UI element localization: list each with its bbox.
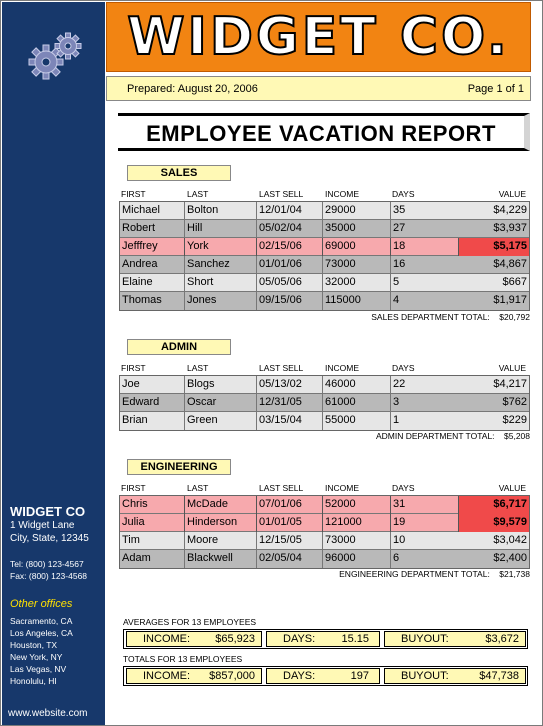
totals-label: TOTALS FOR 13 EMPLOYEES [123, 654, 243, 664]
cell-first: Julia [122, 516, 145, 528]
cell-value: $4,867 [493, 258, 527, 270]
col-first: FIRST [121, 189, 146, 199]
avg-buyout-value: $3,672 [485, 633, 519, 645]
col-value: VALUE [498, 483, 526, 493]
offices-list [10, 615, 105, 687]
cell-value: $229 [502, 414, 527, 426]
cell-first: Robert [122, 222, 156, 234]
tot-income-value: $857,000 [209, 670, 255, 682]
cell-first: Michael [122, 204, 160, 216]
col-value: VALUE [498, 363, 526, 373]
cell-days: 10 [390, 532, 405, 550]
cell-last: Blackwell [184, 550, 233, 568]
company-title: WIDGET CO. [127, 7, 510, 67]
cell-last: Oscar [184, 394, 216, 412]
cell-last-sell: 12/31/05 [256, 394, 302, 412]
cell-income: 115000 [322, 292, 361, 310]
cell-income: 32000 [322, 274, 356, 292]
gears-icon [24, 30, 84, 85]
dept-total-label: ADMIN DEPARTMENT TOTAL: [375, 431, 495, 441]
prepared-date: Prepared: August 20, 2006 [127, 83, 258, 95]
website-link[interactable]: www.website.com [8, 708, 88, 719]
avg-buyout-box [384, 631, 526, 647]
table-row-highlighted[interactable] [120, 238, 529, 256]
tot-income-box [126, 668, 262, 684]
dept-label: SALES [127, 165, 231, 181]
cell-last: McDade [184, 496, 228, 514]
cell-income: 61000 [322, 394, 356, 412]
office-item: Honolulu, HI [10, 676, 57, 686]
cell-income: 96000 [322, 550, 356, 568]
cell-last-sell: 02/15/06 [256, 238, 302, 256]
cell-first: Tim [122, 534, 140, 546]
cell-last: Jones [184, 292, 216, 310]
cell-days: 4 [390, 292, 399, 310]
cell-last: York [184, 238, 209, 256]
tot-buyout-box [384, 668, 526, 684]
totals-bar [123, 666, 528, 686]
cell-days: 18 [390, 238, 405, 256]
table-row[interactable] [120, 394, 529, 412]
col-last: LAST [187, 483, 209, 493]
avg-buyout-label: BUYOUT: [401, 633, 449, 645]
col-income: INCOME [325, 363, 359, 373]
dept-total-value: $21,738 [499, 569, 530, 579]
avg-days-box [266, 631, 380, 647]
page-number: Page 1 of 1 [467, 83, 524, 95]
table-row[interactable] [120, 550, 529, 568]
company-address [10, 504, 105, 545]
col-first: FIRST [121, 363, 146, 373]
cell-first: Joe [122, 378, 140, 390]
dept-total-value: $5,208 [504, 431, 530, 441]
cell-last: Moore [184, 532, 218, 550]
cell-last: Hinderson [184, 514, 237, 532]
report-title: EMPLOYEE VACATION REPORT [146, 121, 496, 146]
cell-last: Short [184, 274, 213, 292]
avg-income-box [126, 631, 262, 647]
table-row-highlighted[interactable] [120, 496, 529, 514]
cell-income: 55000 [322, 412, 356, 430]
avg-days-value: 15.15 [341, 633, 369, 645]
col-income: INCOME [325, 483, 359, 493]
cell-first: Brian [122, 414, 148, 426]
cell-value: $1,917 [493, 294, 527, 306]
cell-last-sell: 01/01/05 [256, 514, 302, 532]
section-sales [119, 165, 530, 325]
cell-last: Bolton [184, 202, 218, 220]
cell-last-sell: 07/01/06 [256, 496, 302, 514]
cell-value: $4,229 [493, 204, 527, 216]
office-item: Houston, TX [10, 640, 58, 650]
cell-value: $6,717 [458, 496, 529, 514]
cell-last-sell: 05/05/06 [256, 274, 302, 292]
cell-value: $9,579 [458, 514, 529, 532]
dept-total-label: SALES DEPARTMENT TOTAL: [371, 312, 490, 322]
cell-last-sell: 05/02/04 [256, 220, 302, 238]
cell-last-sell: 01/01/06 [256, 256, 302, 274]
cell-value: $2,400 [493, 552, 527, 564]
cell-first: Edward [122, 396, 160, 408]
cell-income: 46000 [322, 376, 356, 394]
tot-days-value: 197 [350, 670, 369, 682]
offices-title: Other offices [10, 598, 73, 610]
table-row[interactable] [120, 256, 529, 274]
averages-bar [123, 629, 528, 649]
tot-income-label: INCOME: [143, 670, 191, 682]
tot-buyout-value: $47,738 [479, 670, 519, 682]
col-last-sell: LAST SELL [259, 189, 304, 199]
col-days: DAYS [392, 363, 415, 373]
cell-income: 73000 [322, 532, 356, 550]
cell-days: 35 [390, 202, 405, 220]
table-row[interactable] [120, 376, 529, 394]
table-row[interactable] [120, 292, 529, 310]
dept-label: ENGINEERING [127, 459, 231, 475]
cell-income: 35000 [322, 220, 356, 238]
cell-first: Elaine [122, 276, 153, 288]
dept-total [376, 431, 530, 441]
averages-label: AVERAGES FOR 13 EMPLOYEES [123, 617, 257, 627]
table-row[interactable] [120, 412, 529, 430]
table-rows [119, 375, 530, 431]
table-rows [119, 201, 530, 311]
table-rows [119, 495, 530, 569]
cell-days: 5 [390, 274, 399, 292]
cell-first: Chris [122, 498, 148, 510]
cell-last-sell: 05/13/02 [256, 376, 302, 394]
col-last: LAST [187, 363, 209, 373]
col-days: DAYS [392, 483, 415, 493]
cell-days: 27 [390, 220, 405, 238]
office-item: New York, NY [10, 652, 63, 662]
cell-value: $3,042 [493, 534, 527, 546]
avg-income-value: $65,923 [215, 633, 255, 645]
office-item: Las Vegas, NV [10, 664, 67, 674]
cell-days: 22 [390, 376, 405, 394]
cell-last: Blogs [184, 376, 215, 394]
sidebar [2, 2, 105, 725]
cell-days: 19 [390, 514, 405, 532]
cell-days: 3 [390, 394, 399, 412]
cell-value: $3,937 [493, 222, 527, 234]
dept-total-value: $20,792 [499, 312, 530, 322]
contact-numbers [10, 558, 105, 582]
cell-income: 69000 [322, 238, 356, 256]
header-banner [106, 2, 531, 72]
prepared-bar [106, 76, 531, 101]
address-line-2: City, State, 12345 [10, 533, 89, 544]
col-days: DAYS [392, 189, 415, 199]
dept-total-label: ENGINEERING DEPARTMENT TOTAL: [339, 569, 490, 579]
table-row[interactable] [120, 202, 529, 220]
cell-income: 29000 [322, 202, 356, 220]
cell-days: 16 [390, 256, 405, 274]
tot-days-label: DAYS: [283, 670, 316, 682]
cell-first: Thomas [122, 294, 162, 306]
cell-first: Andrea [122, 258, 158, 270]
table-row[interactable] [120, 220, 529, 238]
avg-days-label: DAYS: [283, 633, 316, 645]
section-admin [119, 339, 530, 445]
col-income: INCOME [325, 189, 359, 199]
cell-days: 1 [390, 412, 399, 430]
cell-days: 6 [390, 550, 399, 568]
cell-income: 121000 [322, 514, 362, 532]
dept-total [371, 312, 530, 322]
cell-first: Jefffrey [122, 240, 158, 252]
section-engineering [119, 459, 530, 583]
cell-value: $5,175 [458, 238, 529, 256]
report-title-frame [118, 113, 530, 151]
cell-last-sell: 03/15/04 [256, 412, 302, 430]
cell-value: $667 [502, 276, 527, 288]
cell-last: Green [184, 412, 218, 430]
office-item: Sacramento, CA [10, 616, 73, 626]
col-last-sell: LAST SELL [259, 483, 304, 493]
fax-line: Fax: (800) 123-4568 [10, 571, 88, 581]
office-item: Los Angeles, CA [10, 628, 73, 638]
tot-days-box [266, 668, 380, 684]
tot-buyout-label: BUYOUT: [401, 670, 449, 682]
cell-income: 73000 [322, 256, 356, 274]
cell-value: $762 [502, 396, 527, 408]
col-last-sell: LAST SELL [259, 363, 304, 373]
col-value: VALUE [498, 189, 526, 199]
cell-income: 52000 [322, 496, 356, 514]
company-name: WIDGET CO [10, 504, 86, 519]
table-row[interactable] [120, 274, 529, 292]
cell-first: Adam [122, 552, 151, 564]
cell-days: 31 [390, 496, 405, 514]
col-last: LAST [187, 189, 209, 199]
table-row[interactable] [120, 532, 529, 550]
cell-last-sell: 02/05/04 [256, 550, 302, 568]
tel-line: Tel: (800) 123-4567 [10, 559, 84, 569]
dept-label: ADMIN [127, 339, 231, 355]
cell-last-sell: 09/15/06 [256, 292, 302, 310]
cell-last-sell: 12/01/04 [256, 202, 302, 220]
dept-total [339, 569, 530, 579]
cell-last: Sanchez [184, 256, 230, 274]
cell-last: Hill [184, 220, 202, 238]
col-first: FIRST [121, 483, 146, 493]
table-row-highlighted[interactable] [120, 514, 529, 532]
address-line-1: 1 Widget Lane [10, 520, 75, 531]
cell-last-sell: 12/15/05 [256, 532, 302, 550]
cell-value: $4,217 [493, 378, 527, 390]
avg-income-label: INCOME: [143, 633, 191, 645]
